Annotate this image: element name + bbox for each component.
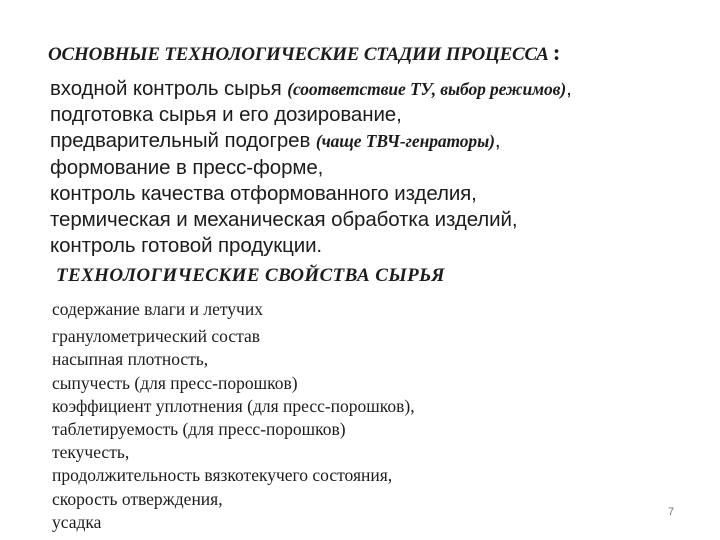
stages-title-text: ОСНОВНЫЕ ТЕХНОЛОГИЧЕСКИЕ СТАДИИ ПРОЦЕССА [48,44,549,65]
stage-item [50,102,572,128]
properties-list [52,298,415,534]
stage-item [50,76,572,102]
stage-item [50,155,572,181]
property-item: текучесть, [52,442,130,463]
page-number: 7 [668,506,675,518]
stage-text: контроль готовой продукции. [50,234,323,258]
property-item: содержание влаги и летучих [52,299,263,319]
stage-note: (чаще ТВЧ-генраторы) [315,131,495,152]
property-item: гранулометрический состав [52,326,261,347]
stage-note: (соответствие ТУ, выбор режимов) [287,79,567,99]
stage-tail: , [566,77,572,100]
stage-item [50,233,572,259]
stage-tail: , [494,129,501,153]
stages-title [48,40,560,66]
property-item: усадка [52,511,102,532]
stages-title-colon: : [552,40,561,65]
stage-text: подготовка сырья и его дозирование, [50,103,402,127]
property-item: коэффициент уплотнения (для пресс-порошков), [52,395,415,416]
property-item: насыпная плотность, [52,349,209,370]
stage-text: формование в пресс-форме, [50,155,324,179]
property-item: таблетируемость (для пресс-порошков) [52,419,346,440]
stage-item [50,181,572,207]
stages-list [50,76,572,259]
property-item: продолжительность вязкотекучего состояния, [52,465,393,486]
property-item: скорость отверждения, [52,488,223,509]
stage-text: предварительный подогрев [50,129,316,153]
stage-text: термическая и механическая обработка изделий, [50,208,518,232]
stage-text: входной контроль сырья [50,77,288,100]
stage-text: контроль качества отформованного изделия, [50,181,477,205]
stage-item [50,207,572,233]
properties-title: ТЕХНОЛОГИЧЕСКИЕ СВОЙСТВА СЫРЬЯ [56,265,445,286]
stage-item [50,128,572,154]
property-item: сыпучесть (для пресс-порошков) [52,372,298,393]
